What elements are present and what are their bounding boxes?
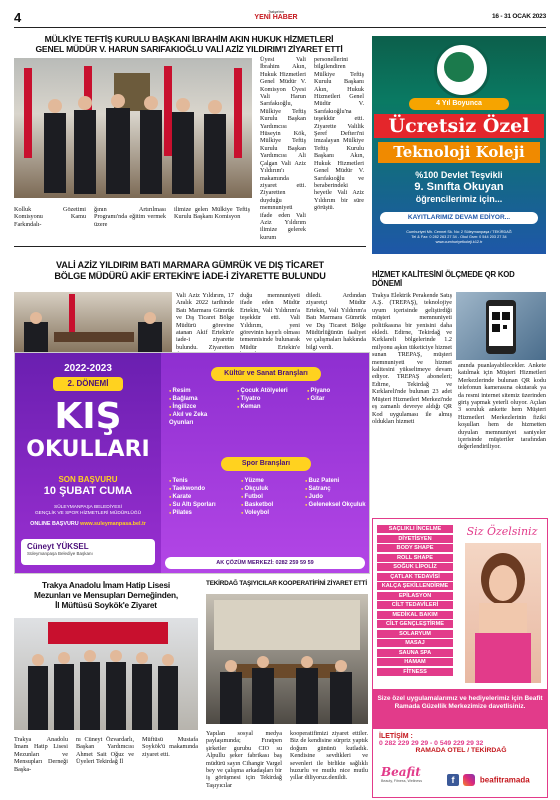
winter-organizer (21, 505, 155, 517)
issue-date: 16 - 31 OCAK 2023 (491, 13, 546, 20)
article-imam-hatip-visit (14, 580, 198, 796)
article-headline (14, 580, 198, 610)
meeting-photo-illustration (14, 292, 172, 358)
winter-deadline-label: SON BAŞVURU (58, 475, 118, 484)
group-photo-illustration (14, 58, 252, 198)
headline-line-1: MÜLKİYE TEFTİŞ KURULU BAŞKANI İBRAHİM AKIN HUKUK HİZMETLERİ (44, 34, 334, 44)
branch-item: ● Karate (169, 493, 239, 501)
service-tag: SOLARYUM (377, 630, 453, 638)
beafit-phones[interactable]: 0 282 229 29 29 - 0 549 229 29 32 (379, 740, 484, 747)
service-tag: CİLT TEDAVİLERİ (377, 601, 453, 609)
service-tag: FİTNESS (377, 668, 453, 676)
article-column-2: duğu memnuniyeti ifade eden Müdür Ertekin, Vali Yıldırım'a teşekkür etti. Vali Yıldırım, yeni görevinin hayırlı olması temennisinde bulunarak Müdür Ertekin'e (240, 292, 300, 351)
branch-item: ● Gitar (307, 395, 365, 403)
kultur-list-1 (169, 387, 233, 427)
article-column-4: Üyesi Vali İbrahim Akın, Hukuk Hizmetleri Genel Müdür V. Komisyon Üyesi Vali Harun Sarıfakıoğlu, Mülkiye Teftiş Kurulu Başkan Yardımcısı Hüseyin Kök, Mülkiye Teftiş Kurulu Başkan Yardımcısı Ali Çalgan Vali Aziz Yıldırım'ı makamında ziyaret etti. Ziyaretten duyduğu memnuniyeti ifade eden Vali Aziz Yıldırım ilimize gelerek kurum (260, 56, 306, 241)
article-photo (206, 594, 368, 724)
ad-title-1: Ücretsiz Özel (374, 114, 544, 138)
masthead-logo (246, 10, 306, 22)
spor-list-1 (169, 477, 239, 517)
article-column-2: ğının Artırılması Programı'nda eğitim vermek üzere (94, 206, 166, 228)
branch-item: ● Akıl ve Zeka Oyunları (169, 411, 233, 427)
kultur-list-3 (307, 387, 365, 403)
headline-line-2: BÖLGE MÜDÜRÜ AKİF ERTEKİN'E İADE-İ ZİYARETTE BULUNDU (54, 271, 326, 281)
service-tag: ÇATLAK TEDAVİSİ (377, 573, 453, 581)
ad-technology-college[interactable] (372, 36, 546, 254)
service-tag: CİLT GENÇLEŞTİRME (377, 620, 453, 628)
beafit-note: Size özel uygulamalarımız ve hediyelerimiz için Beafit Ramada Güzellik Merkezimize davetlisiniz. (373, 689, 547, 729)
winter-contact: AK ÇÖZÜM MERKEZİ: 0282 259 59 59 (165, 557, 365, 569)
beafit-location: RAMADA OTEL / TEKİRDAĞ (415, 747, 507, 754)
service-tag: ROLL SHAPE (377, 554, 453, 562)
article-headline: TEKİRDAĞ TAŞIYICILAR KOOPERATİFİNİ ZİYARET ETTİ (206, 580, 367, 587)
ad-title-2: Teknoloji Koleji (378, 142, 540, 163)
beafit-contact-label: İLETİŞİM : (379, 733, 413, 740)
beafit-social-handle: beafitramada (479, 775, 530, 785)
article-headline (14, 260, 366, 282)
branch-item: ● Buz Pateni (305, 477, 367, 485)
beafit-services (377, 525, 453, 677)
beafit-social[interactable] (447, 771, 543, 787)
winter-mayor-title: Süleymanpaşa Belediye Başkanı (27, 551, 93, 556)
beafit-logo (381, 765, 441, 793)
page-number: 4 (14, 10, 22, 25)
article-column-1: Vali Aziz Yıldırım, 17 Aralık 2022 tarihinde Batı Marmara Gümrük ve Dış Ticaret Bölge Müdürü görevine atanan Akif Ertekin'e iade-i ziyarette bulundu. Ziyaretten (176, 292, 234, 351)
branch-item: ● Keman (237, 403, 301, 411)
service-tag: SAÇLIKLI İNCELME (377, 525, 453, 533)
branch-item: ● Pilates (169, 509, 239, 517)
winter-deadline-date: 10 ŞUBAT CUMA (43, 485, 133, 497)
branch-item: ● Judo (305, 493, 367, 501)
winter-online-apply[interactable] (21, 521, 155, 527)
article-column-1: Kolluk Gözetimi Komisyonu Kamu Farkındalı- (14, 206, 86, 228)
branch-item: ● Taekwondo (169, 485, 239, 493)
article-photo (14, 618, 198, 730)
service-tag: EPİLASYON (377, 592, 453, 600)
branch-item: ● Satranç (305, 485, 367, 493)
winter-mayor (21, 539, 155, 565)
winter-title-1: KIŞ (54, 396, 122, 437)
branch-item: ● Tiyatro (237, 395, 301, 403)
cooperative-photo-illustration (206, 594, 368, 724)
ad-address: Cumhuriyet Mh. Cennet Sk. No: 2 Süleymanpaşa / TEKİRDAĞ (406, 230, 512, 234)
branch-item: ● Geleneksel Okçuluk (305, 501, 367, 509)
masthead-logo-main: YENİ HABER (254, 14, 298, 21)
branch-item: ● Okçuluk (241, 485, 305, 493)
winter-online-label: ONLINE BAŞVURU (30, 521, 79, 527)
branch-item: ● Su Altı Sporları (169, 501, 239, 509)
article-photo (14, 58, 252, 198)
beafit-logo-text: Beafit (381, 765, 421, 779)
branch-item: ● Futbol (241, 493, 305, 501)
group-photo-illustration (14, 618, 198, 730)
article-column-1: Trakya Elektrik Perakende Satış A.Ş. (TREPAŞ), teknolojiye uyum içerisinde geliştirdiği müşteri memnuniyeti politikasına bir yenisini daha ekledi. Edirne, Tekirdağ ve Kırklareli bölgelerinde 1.2 milyonu aşkın tüketiciye hizmet sunan TREPAŞ, müşteri memnuniyeti ve hizmet kalitesini yükseltmeye devam ediyor. TREPAŞ aboneleri; Edirne, Tekirdağ ve Kırklareli'nde bulunan 23 adet Müşteri Hizmetleri Merkezi'nde eş zamanlı devreye aldığı QR Kod uygulaması ile almış oldukları hizmeti (372, 292, 452, 425)
qr-phone-illustration (456, 292, 546, 360)
winter-org-1: SÜLEYMANPAŞA BELEDİYESİ (54, 505, 122, 510)
branch-item: ● Resim (169, 387, 233, 395)
kultur-title: Kültür ve Sanat Branşları (211, 367, 321, 381)
spor-list-2 (241, 477, 305, 517)
article-column-3: Müftüsü Mustafa Soykök'ü makamında ziyaret etti. (142, 736, 198, 758)
service-tag: SAUNA SPA (377, 649, 453, 657)
article-customs-visit (14, 260, 366, 360)
spor-title: Spor Branşları (221, 457, 311, 471)
article-photo (14, 292, 172, 358)
ad-offer-2: 9. Sınıfta Okuyan (414, 181, 504, 193)
branch-item: ● Piyano (307, 387, 365, 395)
headline-line-1: Trakya Anadolu İmam Hatip Lisesi (42, 580, 170, 590)
ad-beafit[interactable] (372, 518, 548, 798)
ad-offer-3: öğrencilerimiz için... (415, 194, 503, 204)
branch-item: ● Çocuk Atölyeleri (237, 387, 301, 395)
kultur-list-2 (237, 387, 301, 411)
article-governor-visit (14, 34, 364, 242)
college-emblem-inner (444, 52, 474, 82)
masthead-logo-small: Trakya'nın (268, 10, 284, 14)
branch-item: ● Tenis (169, 477, 239, 485)
ad-registration-banner: KAYITLARIMIZ DEVAM EDİYOR... (380, 212, 538, 224)
ad-phones: Tel & Fax: 0 282 263 27 34 - Okul Gsm: 0 544 203 27 34 (411, 235, 507, 239)
branch-item: ● Basketbol (241, 501, 305, 509)
service-tag: KALÇA ŞEKİLLENDİRME (377, 582, 453, 590)
header-rule (14, 27, 546, 28)
article-column-3: diledi. Ardından ziyaretçi Müdür Ertekin, Vali Yıldırım'a Batı Marmara Gümrük ve Dış Ticaret Bölge Müdürlüğünün faaliyet ve çalışmaları hakkında bilgi verdi. (306, 292, 366, 351)
headline-line-2: GENEL MÜDÜR V. HARUN SARIFAKIOĞLU VALİ AZİZ YILDIRIM'I ZİYARET ETTİ (35, 44, 343, 54)
service-tag: BODY SHAPE (377, 544, 453, 552)
beafit-contact (379, 733, 543, 754)
article-column-3: ilimize gelen Mülkiye Teftiş Kurulu Başkanı Komisyon (174, 206, 250, 221)
page-header (14, 10, 546, 32)
winter-mayor-name: Cüneyt YÜKSEL (27, 542, 89, 551)
article-column-1: Trakya Anadolu İmam Hatip Lisesi Mezunları ve Mensupları Derneği Başka- (14, 736, 68, 773)
article-carriers-cooperative (206, 580, 368, 796)
winter-org-2: GENÇLİK VE SPOR HİZMETLERİ MÜDÜRLÜĞÜ (34, 511, 142, 516)
instagram-icon[interactable] (463, 774, 475, 786)
service-tag: MASAJ (377, 639, 453, 647)
service-tag: HAMAM (377, 658, 453, 666)
article-column-2: kooperatifimizi ziyaret ettiler. Biz de kendisine sürpriz yaptık doğum gününü kutladık. Kendisine sevdikleri ve sevenleri ile birlikte sağlıklı huzurlu ve mutlu nice mutlu yıllar diliyoruz.denildi. (290, 730, 368, 782)
ad-offer (382, 170, 536, 205)
headline-line-2: Mezunları ve Mensupları Derneğinden, (33, 590, 179, 600)
article-qr-code (372, 270, 546, 510)
facebook-icon[interactable]: f (447, 774, 459, 786)
ad-badge: 4 Yıl Boyunca (409, 98, 509, 110)
ad-contact (376, 230, 542, 245)
branch-item: ● İngilizce (169, 403, 233, 411)
beafit-logo-sub: Beauty, Fitness, Wellness (381, 779, 423, 783)
ad-website: www.cumhuriyetkoleji.k12.tr (435, 240, 483, 244)
winter-website[interactable]: www.suleymanpasa.bel.tr (80, 521, 146, 527)
service-tag: SOĞUK LİPOLİZ (377, 563, 453, 571)
beafit-script-title: Siz Özelsiniz (466, 525, 538, 538)
branch-item: ● Bağlama (169, 395, 233, 403)
ad-offer-1: %100 Devlet Teşvikli (415, 170, 503, 180)
headline-line-1: VALİ AZİZ YILDIRIM BATI MARMARA GÜMRÜK VE DIŞ TİCARET (56, 260, 324, 270)
ad-winter-schools[interactable] (14, 352, 370, 574)
model-illustration (465, 543, 541, 683)
headline-line-3: İl Müftüsü Soykök'e Ziyaret (55, 600, 157, 610)
winter-title-2: OKULLARI (26, 437, 150, 462)
branch-item: ● Voleybol (241, 509, 305, 517)
spor-list-3 (305, 477, 367, 509)
section-divider (14, 246, 366, 247)
article-headline: HİZMET KALİTESİNİ ÖLÇMEDE QR KOD DÖNEMİ (372, 270, 515, 288)
service-tag: MEDİKAL BAKIM (377, 611, 453, 619)
service-tag: DİYETİSYEN (377, 535, 453, 543)
article-headline (14, 34, 364, 54)
article-column-5: personellerini bilgilendiren Mülkiye Teftiş Kurulu Başkanı Akın, Hukuk Hizmetleri Genel Müdür V. Sarıfakıoğlu'na teşekkür etti. Ziyarette Valilik Şeref Defteri'ni imzalayan Mülkiye Teftiş Kurulu Başkanı Akın, Hukuk Hizmetleri Genel Müdür V. Sarıfakıoğlu ve beraberindeki heyetle Vali Aziz Yıldırım bir süre görüştü. (314, 56, 364, 212)
winter-period: 2022-2023 (64, 363, 112, 374)
article-column-2: anında puanlayabilecekler. Ankete katılmak için Müşteri Hizmetleri Merkezlerinde bulunan QR kodu telefonun kamerasına okutarak ya da resmi internet sitemiz üzerinden giriş yapmak yeterli oluyor. Açılan 3 soruluk ankette hem Müşteri Hizmetleri Merkezlerinin fiziki koşulları hem de hizmetten duyulan memnuniyet saniyeler içerisinde müşteriler tarafından değerlendiriliyor. (458, 362, 546, 451)
article-photo (456, 292, 546, 360)
article-column-1: Yapılan sosyal medya paylaşımında; Fıratpen şirketler gurubu CIO su Alpullu şeker fabrikası baş müdürü sayın Cihangir Vargel bey ve çalışma arkadaşları bir iş görüşmesi için Tekirdağ Taşıyıcılar (206, 730, 282, 789)
winter-donem: 2. DÖNEMİ (53, 377, 123, 391)
article-column-2: nı Cüneyt Özvardarlı, Başkan Yardımcısı Ahmet Sait Oğuz ve Üyeleri Tekirdağ İl (76, 736, 134, 766)
beafit-model-photo (465, 543, 541, 683)
branch-item: ● Yüzme (241, 477, 305, 485)
